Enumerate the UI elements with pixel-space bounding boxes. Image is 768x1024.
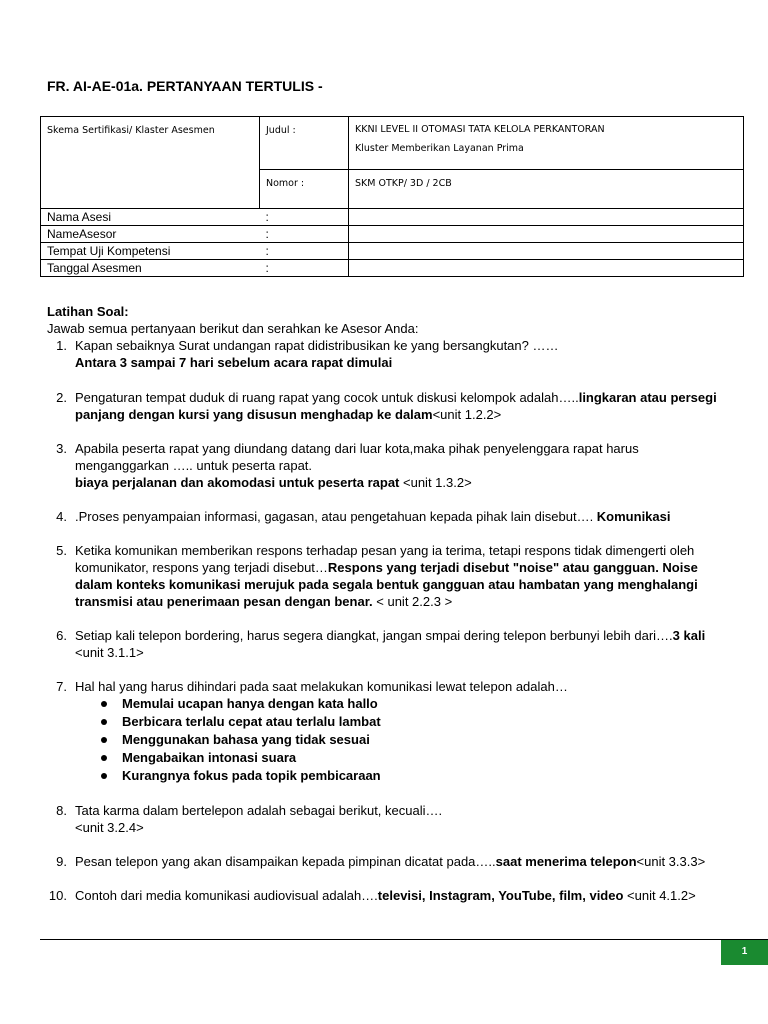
nama-asesi-label: Nama Asesi (41, 209, 260, 226)
assessment-info-table (40, 116, 744, 277)
question-number: 4. (56, 509, 67, 524)
tuk-colon: : (260, 243, 349, 260)
question-text: Kapan sebaiknya Surat undangan rapat didistribusikan ke yang bersangkutan? …… (75, 338, 559, 353)
unit-ref: <unit 1.3.2> (399, 475, 472, 490)
nama-asesi-value[interactable] (349, 209, 744, 226)
question-answer: televisi, Instagram, YouTube, film, video (377, 888, 624, 903)
question-3 (47, 440, 727, 491)
nama-asesor-colon: : (260, 226, 349, 243)
question-number: 2. (56, 390, 67, 405)
question-8 (47, 802, 727, 836)
bullet-item: Berbicara terlalu cepat atau terlalu lambat (75, 713, 727, 731)
answer-bullet-list (75, 695, 727, 785)
page-number-badge: 1 (721, 940, 768, 965)
unit-ref: < unit 2.2.3 > (372, 594, 453, 609)
question-answer: Respons yang terjadi disebut "noise" atau gangguan. Noise dalam konteks komunikasi merujuk pada segala bentuk gangguan atau hambatan yang menghalangi transmisi atau penerimaan pesan dengan benar. (75, 560, 698, 609)
latihan-intro: Jawab semua pertanyaan berikut dan serahkan ke Asesor Anda: (47, 321, 419, 336)
question-number: 10. (48, 888, 67, 903)
judul-value-line2: Kluster Memberikan Layanan Prima (355, 143, 524, 154)
tanggal-label: Tanggal Asesmen (41, 260, 260, 277)
unit-ref: <unit 3.1.1> (75, 645, 144, 660)
question-list (47, 337, 727, 904)
question-5 (47, 542, 727, 610)
bullet-item: Mengabaikan intonasi suara (75, 749, 727, 767)
question-7 (47, 678, 727, 785)
question-answer: 3 kali (672, 628, 706, 643)
question-text: .Proses penyampaian informasi, gagasan, atau pengetahuan kepada pihak lain disebut…. (75, 509, 597, 524)
question-text: Hal hal yang harus dihindari pada saat melakukan komunikasi lewat telepon adalah… (75, 679, 568, 694)
question-number: 9. (56, 854, 67, 869)
question-2 (47, 389, 727, 423)
question-text: Pesan telepon yang akan disampaikan kepada pimpinan dicatat pada….. (75, 854, 496, 869)
tanggal-value[interactable] (349, 260, 744, 277)
question-9 (47, 853, 727, 870)
question-answer: biaya perjalanan dan akomodasi untuk peserta rapat (75, 475, 400, 490)
tuk-value[interactable] (349, 243, 744, 260)
nama-asesor-value[interactable] (349, 226, 744, 243)
question-10 (47, 887, 727, 904)
nomor-label: Nomor : (260, 170, 349, 209)
bullet-item: Kurangnya fokus pada topik pembicaraan (75, 767, 727, 785)
question-text: Ketika komunikan memberikan respons terhadap pesan yang ia terima, tetapi respons tidak dimengerti oleh komunikator, respons yang terjadi disebut… (75, 543, 695, 575)
question-text: Apabila peserta rapat yang diundang datang dari luar kota,maka pihak penyelenggara rapat harus menganggarkan ….. untuk peserta rapat. (75, 441, 639, 473)
question-number: 7. (56, 679, 67, 694)
question-answer: lingkaran atau persegi panjang dengan kursi yang disusun menghadap ke dalam (75, 390, 717, 422)
question-number: 6. (56, 628, 67, 643)
nomor-value: SKM OTKP/ 3D / 2CB (349, 170, 744, 209)
skema-label: Skema Sertifikasi/ Klaster Asesmen (41, 117, 260, 209)
question-text: Contoh dari media komunikasi audiovisual adalah…. (75, 888, 378, 903)
tanggal-colon: : (260, 260, 349, 277)
latihan-section (47, 303, 727, 921)
tuk-label: Tempat Uji Kompetensi (41, 243, 260, 260)
question-number: 3. (56, 441, 67, 456)
question-6 (47, 627, 727, 661)
question-number: 5. (56, 543, 67, 558)
bullet-item: Memulai ucapan hanya dengan kata hallo (75, 695, 727, 713)
bullet-item: Menggunakan bahasa yang tidak sesuai (75, 731, 727, 749)
unit-ref: <unit 3.2.4> (75, 820, 144, 835)
question-text: Tata karma dalam bertelepon adalah sebagai berikut, kecuali…. (75, 803, 443, 818)
unit-ref: <unit 1.2.2> (432, 407, 502, 422)
judul-value-line1: KKNI LEVEL II OTOMASI TATA KELOLA PERKANTORAN (355, 124, 605, 135)
question-text: Setiap kali telepon bordering, harus segera diangkat, jangan smpai dering telepon berbunyi lebih dari…. (75, 628, 673, 643)
question-1 (47, 337, 727, 371)
judul-value (349, 117, 744, 170)
nama-asesi-colon: : (260, 209, 349, 226)
footer-divider (40, 939, 768, 940)
document-title: FR. AI-AE-01a. PERTANYAAN TERTULIS - (47, 78, 323, 94)
nama-asesor-label: NameAsesor (41, 226, 260, 243)
question-text: Pengaturan tempat duduk di ruang rapat yang cocok untuk diskusi kelompok adalah….. (75, 390, 579, 405)
question-answer: Komunikasi (596, 509, 671, 524)
question-number: 1. (56, 338, 67, 353)
latihan-title: Latihan Soal: (47, 304, 129, 319)
question-answer: saat menerima telepon (495, 854, 637, 869)
question-4 (47, 508, 727, 525)
unit-ref: <unit 3.3.3> (636, 854, 706, 869)
unit-ref: <unit 4.1.2> (623, 888, 696, 903)
judul-label: Judul : (260, 117, 349, 170)
question-answer: Antara 3 sampai 7 hari sebelum acara rapat dimulai (75, 355, 393, 370)
question-number: 8. (56, 803, 67, 818)
